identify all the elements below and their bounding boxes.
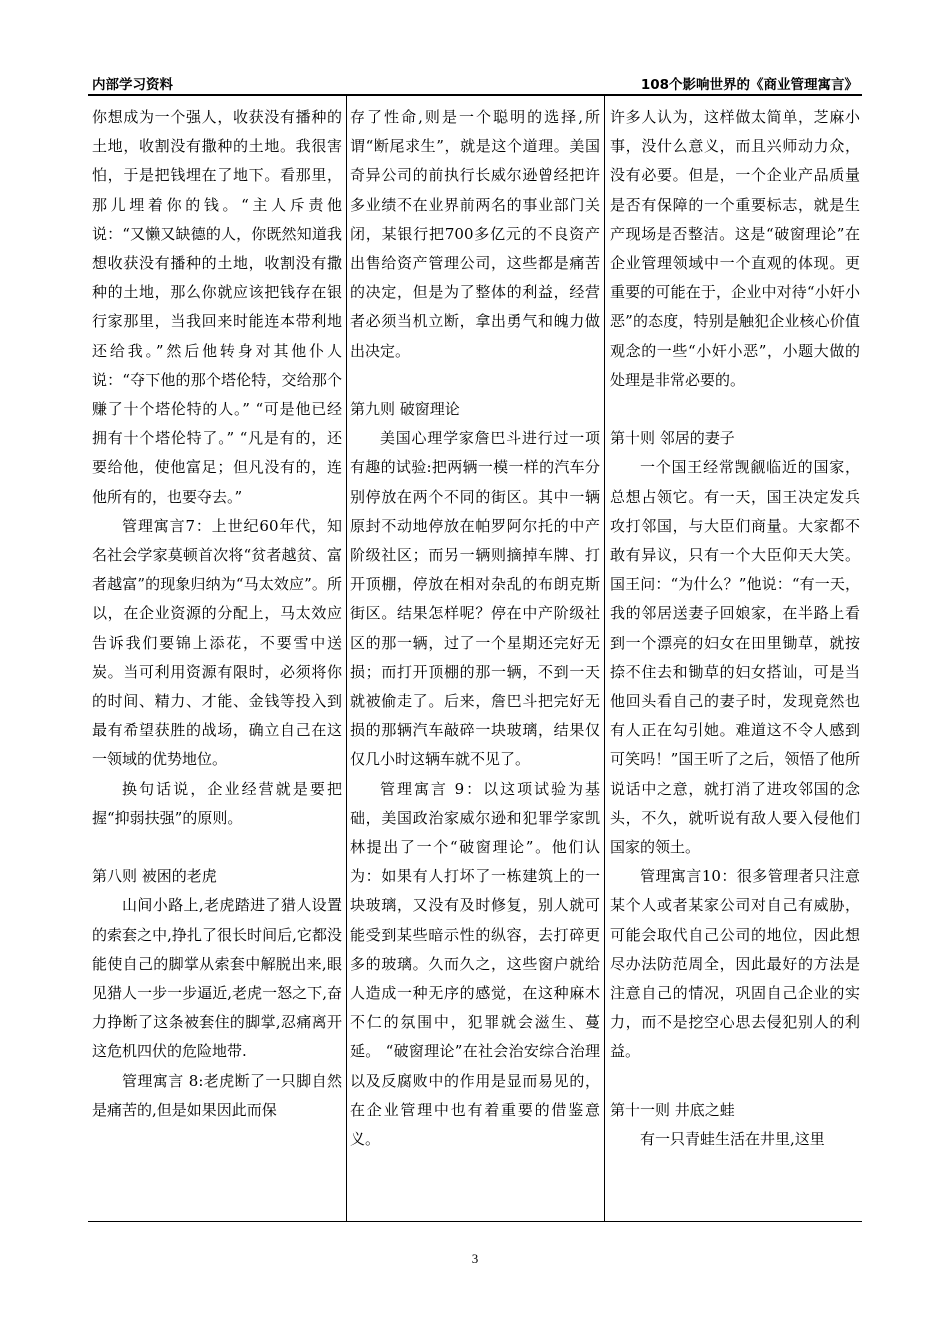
footer-rule	[88, 1221, 862, 1222]
paragraph: 许多人认为，这样做太简单，芝麻小事，没什么意义，而且兴师动力众，没有必要。但是，一个企业产品质量是否有保障的一个重要标志，就是生产现场是否整洁。这是“破窗理论”在企业管理领域中一个直观的体现。更重要的可能在于，企业中对待“小奸小恶”的态度，特别是触犯企业核心价值观念的一些“小奸小恶”，小题大做的处理是非常必要的。	[610, 108, 860, 389]
column-1	[92, 103, 342, 1125]
header-left: 内部学习资料	[92, 77, 173, 93]
column-2	[350, 103, 600, 1154]
page-number: 3	[471, 1251, 479, 1266]
spacer	[92, 833, 342, 862]
column-divider-1	[346, 96, 347, 1221]
section-title: 第十一则 井底之蛙	[610, 1100, 735, 1119]
paragraph: 一个国王经常觊觎临近的国家，总想占领它。有一天，国王决定发兵攻打邻国，与大臣们商量。大家都不敢有异议，只有一个大臣仰天大笑。国王问：“为什么？”他说：“有一天，我的邻居送妻子回娘家，在半路上看到一个漂亮的妇女在田里锄草，就按捺不住去和锄草的妇女搭讪，可是当他回头看自己的妻子时，发现竟然也有人正在勾引她。难道这不令人感到可笑吗！”国王听了之后，领悟了他所说话中之意，就打消了进攻邻国的念头，不久，就听说有敌人要入侵他们国家的领土。	[610, 458, 860, 857]
paragraph: 管理寓言 9：以这项试验为基础，美国政治家威尔逊和犯罪学家凯林提出了一个“破窗理论”。他们认为：如果有人打坏了一栋建筑上的一块玻璃，又没有及时修复，别人就可能受到某些暗示性的纵容，去打碎更多的玻璃。久而久之，这些窗户就给人造成一种无序的感觉，在这种麻木不仁的氛围中，犯罪就会滋生、蔓延。 “破窗理论”在社会治安综合治理以及反腐败中的作用是显而易见的，在企业管理中也有着重要的借鉴意义。	[350, 779, 600, 1149]
paragraph: 你想成为一个强人，收获没有播种的土地，收割没有撒种的土地。我很害怕，于是把钱埋在了地下。看那里，那儿埋着你的钱。“主人斥责他说：“又懒又缺德的人，你既然知道我想收获没有播种的土地，收割没有撒种的土地，那么你就应该把钱存在银行家那里，当我回来时能连本带利地还给我。”然后他转身对其他仆人说：“夺下他的那个塔伦特，交给那个赚了十个塔伦特的人。” “可是他已经拥有十个塔伦特了。” “凡是有的，还要给他，使他富足；但凡没有的，连他所有的，也要夺去。”	[92, 108, 342, 506]
paragraph: 管理寓言10：很多管理者只注意某个人或者某家公司对自己有威胁，可能会取代自己公司的地位，因此想尽办法防范周全，因此最好的方法是注意自己的情况，巩固自己企业的实力，而不是挖空心思去侵犯别人的利益。	[610, 867, 860, 1061]
paragraph: 换句话说，企业经营就是要把握“抑弱扶强”的原则。	[92, 779, 342, 827]
paragraph: 山间小路上,老虎踏进了猎人设置的索套之中,挣扎了很长时间后,它都没能使自己的脚掌从索套中解脱出来,眼见猎人一步一步逼近,老虎一怒之下,奋力挣断了这条被套住的脚掌,忍痛离开这危机四伏的危险地带.	[92, 896, 342, 1061]
spacer	[610, 395, 860, 424]
section-title: 第八则 被困的老虎	[92, 867, 217, 886]
spacer	[350, 366, 600, 395]
paragraph: 管理寓言7：上世纪60年代，知名社会学家莫顿首次将“贫者越贫、富者越富”的现象归纳为“马太效应”。所以，在企业资源的分配上，马太效应告诉我们要锦上添花，不要雪中送炭。当可利用资源有限时，必须将你的时间、精力、才能、金钱等投入到最有希望获胜的战场，确立自己在这一领域的优势地位。	[92, 516, 342, 769]
column-divider-2	[604, 96, 605, 1221]
paragraph: 有一只青蛙生活在井里,这里	[640, 1130, 825, 1149]
paragraph: 管理寓言 8:老虎断了一只脚自然是痛苦的,但是如果因此而保	[92, 1071, 342, 1119]
spacer	[610, 1067, 860, 1096]
column-3	[610, 103, 860, 1154]
paragraph: 美国心理学家詹巴斗进行过一项有趣的试验:把两辆一模一样的汽车分别停放在两个不同的街区。其中一辆原封不动地停放在帕罗阿尔托的中产阶级社区；而另一辆则摘掉车牌、打开顶棚，停放在相对杂乱的布朗克斯街区。结果怎样呢？停在中产阶级社区的那一辆，过了一个星期还完好无损；而打开顶棚的那一辆，不到一天就被偷走了。后来，詹巴斗把完好无损的那辆汽车敲碎一块玻璃，结果仅仅几小时这辆车就不见了。	[350, 429, 600, 769]
header-rule	[88, 94, 862, 96]
paragraph: 存了性命,则是一个聪明的选择,所谓“断尾求生”，就是这个道理。美国奇异公司的前执行长威尔逊曾经把许多业绩不在业界前两名的事业部门关闭，某银行把700多亿元的不良资产出售给资产管理公司，这些都是痛苦的决定，但是为了整体的利益，经营者必须当机立断，拿出勇气和魄力做出决定。	[350, 108, 600, 360]
header-right: 108个影响世界的《商业管理寓言》	[640, 77, 858, 93]
section-title: 第十则 邻居的妻子	[610, 429, 735, 448]
section-title: 第九则 破窗理论	[350, 400, 460, 419]
